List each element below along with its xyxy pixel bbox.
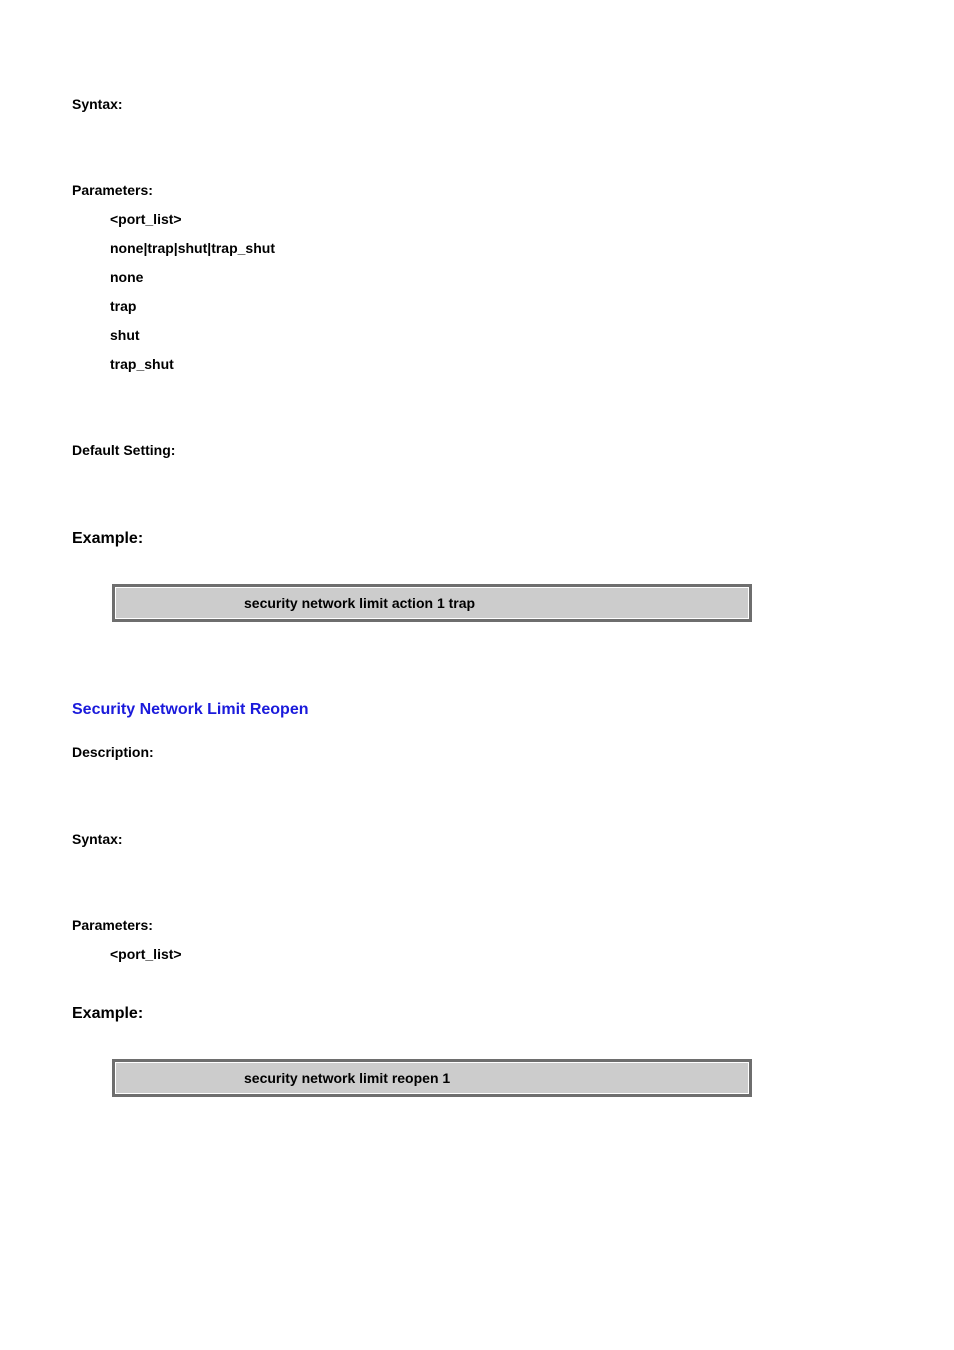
parameter-trap: trap xyxy=(110,298,137,314)
example-label: Example: xyxy=(72,530,144,547)
parameter-port-list: <port_list> xyxy=(110,211,182,227)
parameter-port-list-2: <port_list> xyxy=(110,946,182,962)
parameter-shut: shut xyxy=(110,327,140,343)
example-command-box-2 xyxy=(112,1059,752,1097)
example-command-2: security network limit reopen 1 xyxy=(244,1070,451,1086)
syntax-label: Syntax: xyxy=(72,96,123,112)
syntax-label-2: Syntax: xyxy=(72,831,123,847)
section-heading-reopen: Security Network Limit Reopen xyxy=(72,701,309,718)
example-command: security network limit action 1 trap xyxy=(244,595,476,611)
parameters-label: Parameters: xyxy=(72,182,153,198)
example-label-2: Example: xyxy=(72,1005,144,1022)
default-setting-label: Default Setting: xyxy=(72,442,176,458)
parameter-none: none xyxy=(110,269,144,285)
example-command-box xyxy=(112,584,752,622)
parameter-trap-shut: trap_shut xyxy=(110,356,174,372)
parameters-label-2: Parameters: xyxy=(72,917,153,933)
parameter-action-options: none|trap|shut|trap_shut xyxy=(110,240,275,256)
description-label: Description: xyxy=(72,744,154,760)
